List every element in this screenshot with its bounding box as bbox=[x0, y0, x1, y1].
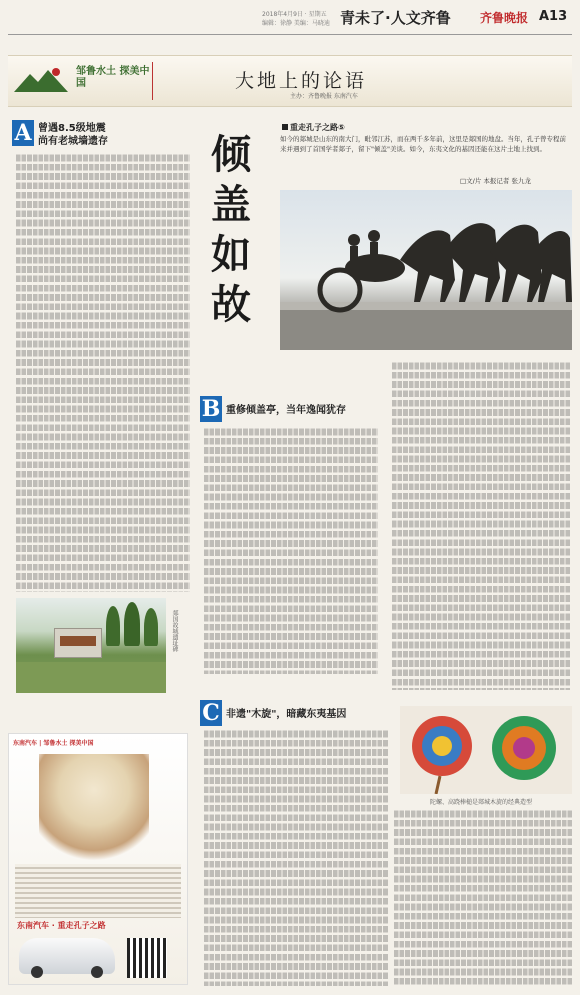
section-c-letter: C bbox=[200, 700, 222, 726]
series-marker-icon bbox=[282, 124, 288, 130]
ad-brand: 东南汽车 | 邹鲁水土 探美中国 bbox=[13, 740, 94, 747]
header-divider bbox=[8, 34, 572, 35]
article-title: 倾盖如故 bbox=[211, 131, 251, 328]
tops-caption: 陀螺、高跷棒槌是郯城木旋的经典造型 bbox=[430, 799, 533, 806]
section-c-body-col1 bbox=[204, 728, 388, 986]
section-c-heading: 非遗"木旋"，暗藏东夷基因 bbox=[226, 709, 347, 720]
section-a-heading: 曾遇8.5级地震 尚有老城墙遗存 bbox=[38, 123, 108, 147]
banner-sponsor: 主办：齐鲁晚报 东南汽车 bbox=[290, 93, 358, 100]
section-b-body-col2 bbox=[392, 360, 570, 690]
page-section-title: 青未了·人文齐鲁 bbox=[340, 9, 451, 27]
spinning-tops-photo bbox=[400, 706, 572, 794]
monument-photo bbox=[16, 598, 166, 693]
banner-logo-text: 邹鲁水土 探美中国 bbox=[76, 66, 150, 89]
page-date-editor: 2018年4月9日 · 星期五 编辑：徐静 美编：马晓迪 bbox=[262, 11, 330, 27]
car-advertisement bbox=[8, 733, 188, 985]
section-b-heading: 重修倾盖亭，当年逸闻犹存 bbox=[226, 405, 346, 416]
article-intro: 如今的郯城是山东的南大门，毗邻江苏，而在两千多年前，这里是郯国的地盘。当年，孔子曾专程前来并遇到了首国学者郯子，留下"倾盖"美谈。如今，东夷文化的基因还能在这片土地上找到。 bbox=[280, 135, 566, 153]
article-byline: □文/片 本报记者 张九龙 bbox=[460, 177, 531, 185]
section-b-letter: B bbox=[201, 396, 221, 422]
section-b-body-col1 bbox=[204, 426, 378, 674]
page-number: A13 bbox=[539, 9, 568, 24]
banner-divider bbox=[152, 62, 153, 100]
series-label: 重走孔子之路⑤ bbox=[290, 123, 345, 132]
section-a-body bbox=[16, 152, 190, 592]
ad-slogan: 东南汽车 · 重走孔子之路 bbox=[17, 921, 106, 930]
banner-title: 大地上的论语 bbox=[235, 70, 368, 92]
newspaper-brand: 齐鲁晚报 bbox=[480, 11, 529, 25]
mountain-logo-icon bbox=[12, 64, 70, 94]
section-c-body-col2 bbox=[394, 808, 572, 986]
monument-caption: 郯国故城遗址碑 bbox=[171, 610, 178, 652]
section-a-letter: A bbox=[12, 120, 34, 146]
qr-code-icon bbox=[127, 938, 167, 978]
chariot-statue-photo bbox=[280, 190, 572, 350]
